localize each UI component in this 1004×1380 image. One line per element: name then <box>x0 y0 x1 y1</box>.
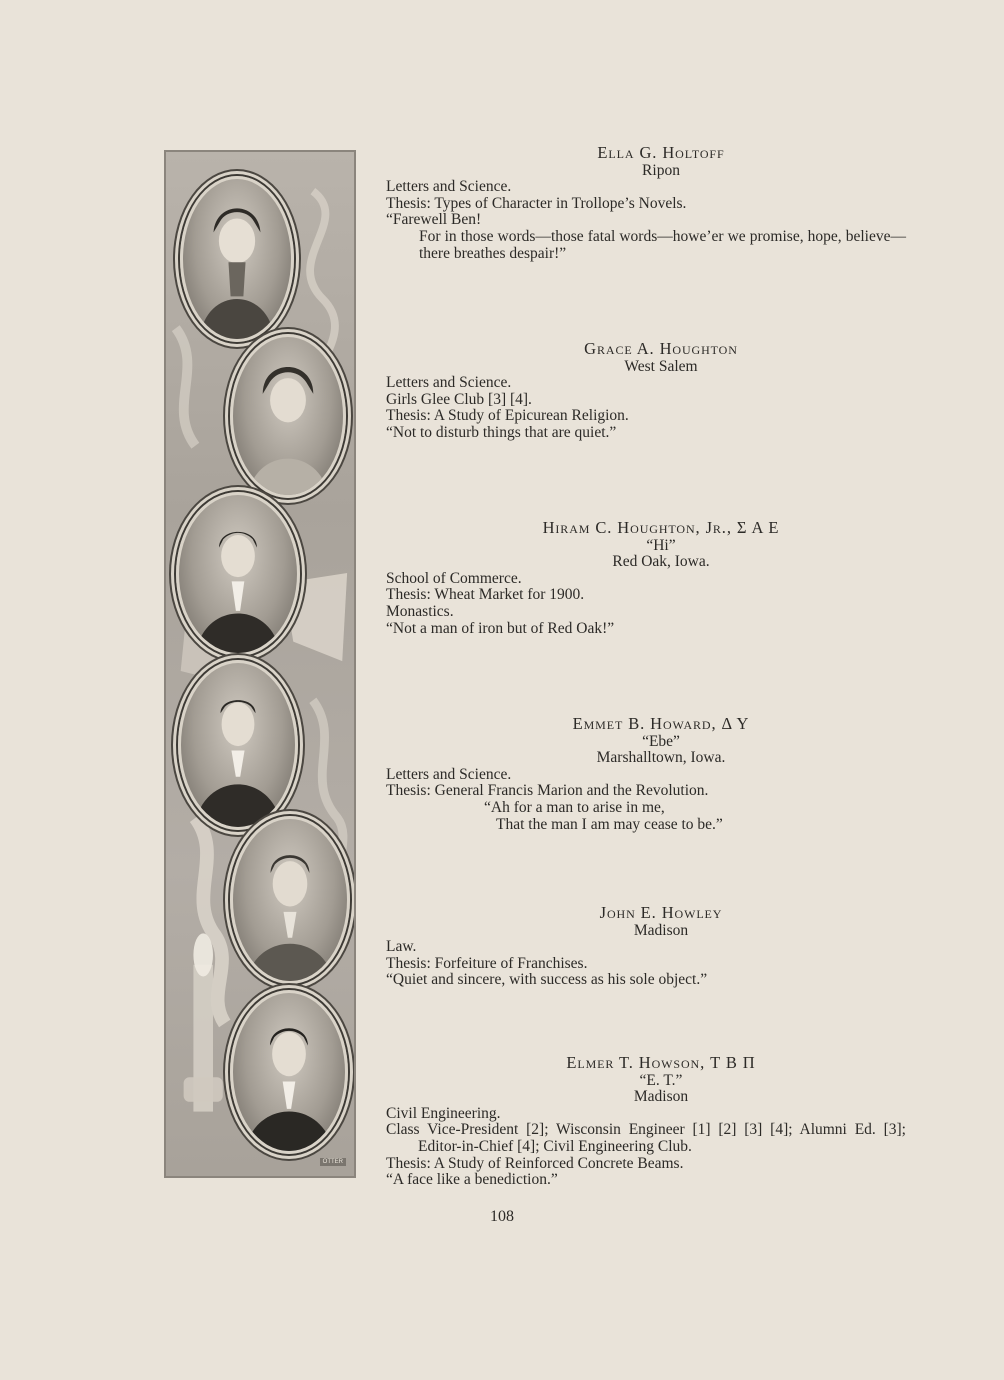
portrait-grace-houghton <box>230 334 346 498</box>
entry-line: Letters and Science. <box>386 178 512 196</box>
page-number: 108 <box>490 1208 514 1225</box>
entry-line: Law. <box>386 938 417 956</box>
portrait-panel <box>164 150 356 1178</box>
entry-line: Thesis: Types of Character in Trollope’s Novels. <box>386 194 687 212</box>
entry-line: Thesis: A Study of Epicurean Religion. <box>386 407 629 425</box>
entry-line: “Not a man of iron but of Red Oak!” <box>386 619 615 637</box>
entry-nickname: “Ebe” <box>642 732 680 750</box>
entry-activities: Class Vice-President [2]; Wisconsin Engineer [1] [2] [3] [4]; Alumni Ed. [3]; Editor-in-Chief [4]; Civil Engineering Club. <box>386 1121 906 1155</box>
entry-line: Letters and Science. <box>386 765 512 783</box>
entry-hometown: Ripon <box>642 161 680 179</box>
entry-name: Elmer T. Howson, Τ Β Π <box>566 1053 756 1072</box>
entry-emmet-howard <box>386 716 906 833</box>
panel-signature: OTTER <box>320 1158 346 1166</box>
entry-hiram-houghton <box>386 520 906 637</box>
entry-line: Thesis: Wheat Market for 1900. <box>386 586 585 604</box>
entry-grace-houghton <box>386 341 906 442</box>
entry-quote-line: “Ah for a man to arise in me, <box>484 798 665 816</box>
entry-hometown: Red Oak, Iowa. <box>612 553 710 571</box>
portrait-elmer-howson <box>230 990 348 1154</box>
entry-hometown: Madison <box>633 1088 689 1106</box>
entry-hometown: Marshalltown, Iowa. <box>596 749 726 767</box>
portrait-emmet-howard <box>178 660 298 830</box>
entry-elmer-howson <box>386 1055 906 1189</box>
entry-hometown: West Salem <box>624 357 698 375</box>
entry-nickname: “E. T.” <box>639 1071 683 1089</box>
entry-john-howley <box>386 905 906 989</box>
entry-line: Monastics. <box>386 602 454 620</box>
portrait-hiram-houghton <box>176 492 300 656</box>
entry-line: School of Commerce. <box>386 569 522 587</box>
entry-line: Girls Glee Club [3] [4]. <box>386 390 532 408</box>
entry-name: John E. Howley <box>599 903 723 922</box>
entry-line: “Quiet and sincere, with success as his sole object.” <box>386 971 708 989</box>
entry-line: Civil Engineering. <box>386 1104 501 1122</box>
entry-nickname: “Hi” <box>646 536 676 554</box>
entry-name: Emmet B. Howard, Δ Υ <box>572 714 750 733</box>
entry-line: Thesis: General Francis Marion and the Revolution. <box>386 782 709 800</box>
entry-ella-holtoff <box>386 145 906 262</box>
entry-name: Hiram C. Houghton, Jr., Σ Α Ε <box>542 518 780 537</box>
entry-line: “A face like a benediction.” <box>386 1171 558 1189</box>
entry-line: “Farewell Ben! <box>386 211 482 229</box>
portrait-ella-holtoff <box>180 176 294 342</box>
entry-line: “Not to disturb things that are quiet.” <box>386 423 617 441</box>
entry-name: Ella G. Holtoff <box>597 143 725 162</box>
entry-quote: For in those words—those fatal words—howe’er we promise, hope, believe—there breathes despair!” <box>419 227 906 262</box>
entry-line: Thesis: Forfeiture of Franchises. <box>386 954 588 972</box>
portrait-john-howley <box>230 816 350 984</box>
entry-line: Thesis: A Study of Reinforced Concrete Beams. <box>386 1154 684 1172</box>
entry-line: Letters and Science. <box>386 374 512 392</box>
entry-name: Grace A. Houghton <box>584 339 738 358</box>
entry-quote-line: That the man I am may cease to be.” <box>496 815 723 833</box>
entry-hometown: Madison <box>633 921 689 939</box>
